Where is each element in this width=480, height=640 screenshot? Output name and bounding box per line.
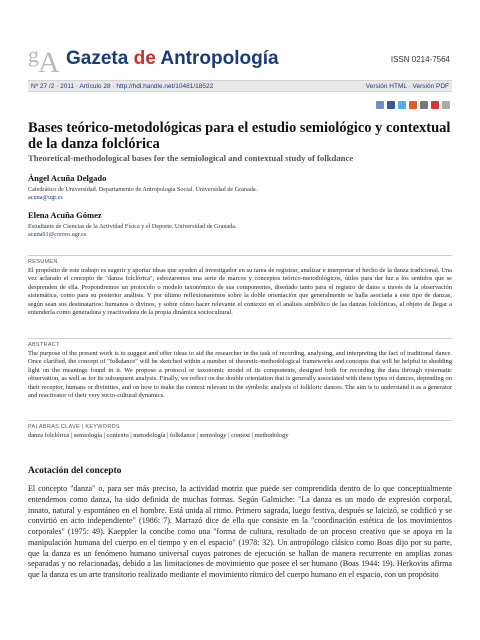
- share-toolbar: [376, 101, 450, 109]
- version-links[interactable]: Versión HTML · Versión PDF: [365, 83, 449, 90]
- author-name: Ángel Acuña Delgado: [28, 173, 107, 183]
- article-info[interactable]: Nº 27 /2 · 2011 · Artículo 28 · http://hdl.handle.net/10481/18522: [31, 83, 214, 90]
- section-heading: Acotación del concepto: [28, 466, 122, 476]
- body-paragraph: El concepto "danza" o, para ser más preciso, la actividad motriz que puede ser comprendida dentro de lo que conceptualmente entendemos como danza, ha sido definida de muchas formas. Según Galmiche: "La danza es un modo de expresión corporal, innato, natural y espontáneo en el hombre. Está unida al ritmo. Primero sagrada, luego festiva, después se laicizó, se codificó y se convirtió en acto independiente" (1986: 7). Marrazó dice de ella que consiste en la "coordinación estética de los movimientos corporales" (1975: 49). Kaeppler la concibe como una "forma de cultura, resultado de un proceso creativo que se apoya en la manipulación humana del cuerpo en el tiempo y en el espacio" (1978: 32). Un antropólogo clásico como Boas dijo por su parte, que la danza es un fenómeno humano universal cuyos patrones de ejecución se hallan de manera recurrente en amplias zonas separadas y no relacionadas, debido a las limitaciones de movimiento que posee el ser humano (Boas 1944: 19). Herkovits afirma que la danza es un arte transitorio realizado mediante el movimiento rítmico del cuerpo humano en el espacio, con un propósito: [28, 484, 452, 579]
- author-email[interactable]: acuna91@correo.ugr.es: [28, 231, 87, 238]
- resumen-text: El propósito de este trabajo es sugerir y aportar ideas que ayuden al investigador en su tarea de registrar, analizar e interpretar el hecho de la danza tradicional. Una vez aclarado el concepto de "danza folclórica", esbozaremos una serie de marcos y conceptos teórico-metodológicos, útiles para dar luz a los sentidos que se desprenden de ella. Propondremos un protocolo o modelo taxonómico de sus componentes, diseñado tanto para el registro de datos a través de la observación sistemática, como para su posterior análisis. Y por último reflexionaremos sobre la doble orientación que generalmente se halla asociada a este tipo de danzas, según sean sus destinatarios: humanos o divinos, y sobre cómo hacer relevante el contexto en el análisis simbólico de las danzas folclóricas, al objeto de llegar a entenderla como generadora y reactivadora de la propia dinámica sociocultural.: [28, 267, 452, 317]
- journal-header: [0, 0, 480, 78]
- facebook-icon[interactable]: [387, 101, 395, 109]
- article-info-bar: [28, 80, 452, 92]
- divider: [28, 338, 452, 339]
- plus-icon[interactable]: [431, 101, 439, 109]
- document-icon[interactable]: [376, 101, 384, 109]
- article-title-english: Theoretical-methodological bases for the semiological and contextual study of folkdance: [28, 153, 354, 163]
- keywords-text: danza folclórica | semiología | contexto | metodología | folkdance | semiology | context | methodology: [28, 432, 289, 439]
- resumen-label: RESUMEN: [28, 259, 58, 265]
- journal-logo: g A: [28, 42, 60, 79]
- abstract-text: The purpose of the present work is to suggest and offer ideas to aid the researcher in the task of recording, analysing, and interpreting the fact of traditional dance. Once clarified, the concept of "folkdance" will be sketched within a number of theoretic-methodological frameworks and concepts that will be helpful in shedding light on the meanings found in it. We propose a protocol or taxonomic model of its components, designed both for recording the data through systematic observation, as well as for its subsequent analysis. Finally, we reflect on the double orientation that is generally associated with these types of dances, depending on their receptor, humans or divinities, and on how to make the context relevant in the symbolic analysis of folkloric dances. The aim is to understand it as a generator and reactivator of their very socio-cultural dynamics.: [28, 350, 452, 400]
- journal-title[interactable]: Gazeta de Antropología: [66, 48, 279, 69]
- author-affiliation: Catedrático de Universidad. Departamento de Antropología Social. Universidad de Granada.: [28, 186, 258, 193]
- page-icon[interactable]: [442, 101, 450, 109]
- print-icon[interactable]: [420, 101, 428, 109]
- author-email[interactable]: acuna@ugr.es: [28, 194, 63, 201]
- abstract-label: ABSTRACT: [28, 342, 60, 348]
- keywords-label: PALABRAS CLAVE | KEYWORDS: [28, 424, 120, 430]
- author-affiliation: Estudiante de Ciencias de la Actividad Física y el Deporte. Universidad de Granada.: [28, 223, 237, 230]
- issn-label: ISSN 0214-7564: [390, 55, 450, 64]
- author-name: Elena Acuña Gómez: [28, 210, 102, 220]
- twitter-icon[interactable]: [398, 101, 406, 109]
- share-icon[interactable]: [409, 101, 417, 109]
- divider: [28, 420, 452, 421]
- divider: [28, 255, 452, 256]
- article-title: Bases teórico-metodológicas para el estudio semiológico y contextual de la danza folclórica: [28, 120, 451, 152]
